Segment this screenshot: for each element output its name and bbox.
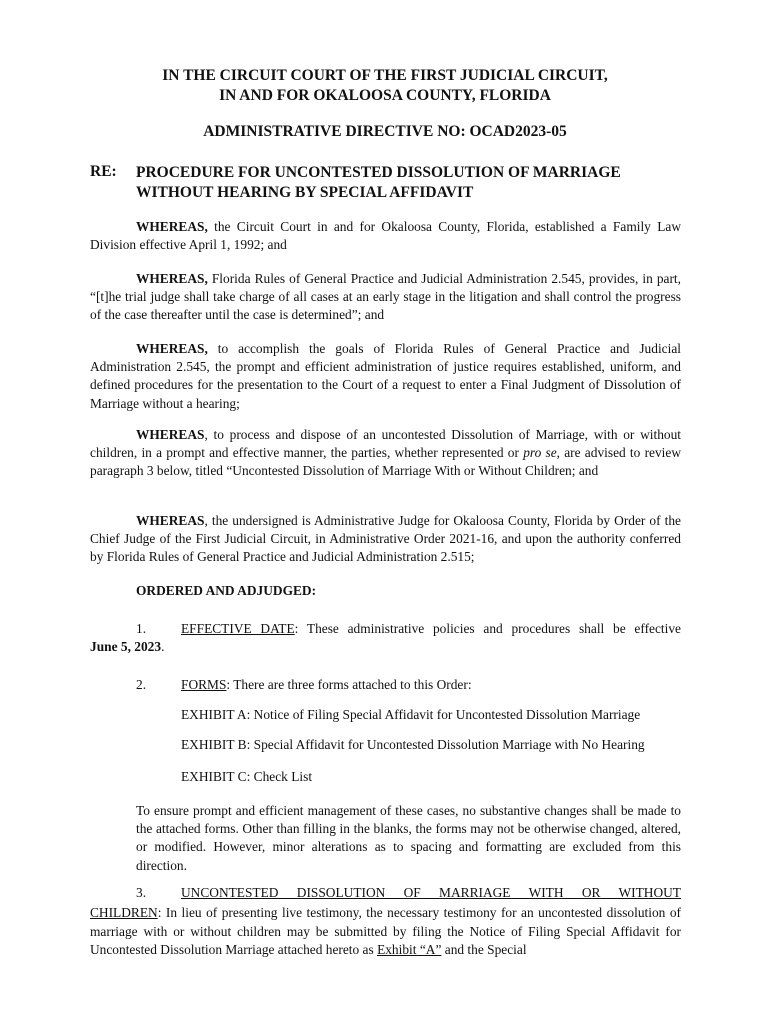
exhibit-a-item: EXHIBIT A: Notice of Filing Special Affidavit for Uncontested Dissolution Marriage — [181, 707, 641, 722]
whereas-text: Florida Rules of General Practice and Judicial Administration 2.545, provides, in part, “[t]he trial judge shall take charge of all cases at an early stage in the litigation and shall control the progress of the case thereafter until the case is determined”; and — [90, 271, 681, 323]
forms-note: To ensure prompt and efficient management of these cases, no substantive changes shall be made to the attached forms. Other than filling in the blanks, the forms may not be otherwise changed, altered, or modified. However, minor alterations as to spacing and formatting are excluded from this direction. — [136, 803, 681, 873]
item-3-tail: and the Special — [441, 942, 527, 958]
item-3-heading-a: UNCONTESTED DISSOLUTION OF MARRIAGE WITH OR WITHOUT — [181, 885, 681, 900]
exhibit-a-reference: Exhibit “A” — [377, 942, 442, 958]
item-2-number: 2. — [136, 677, 147, 692]
item-3-heading-line — [181, 884, 681, 902]
re-subject-line-1: PROCEDURE FOR UNCONTESTED DISSOLUTION OF MARRIAGE — [136, 164, 621, 181]
item-3-heading-b: CHILDREN — [90, 905, 158, 920]
whereas-paragraph — [90, 270, 681, 325]
item-2-line — [181, 676, 472, 694]
re-label: RE: — [90, 163, 117, 180]
item-3-number: 3. — [136, 885, 147, 900]
re-subject-line-2: WITHOUT HEARING BY SPECIAL AFFIDAVIT — [136, 184, 474, 201]
ordered-heading: ORDERED AND ADJUDGED: — [136, 583, 317, 598]
whereas-lead: WHEREAS — [136, 513, 205, 528]
effective-date: June 5, 2023 — [90, 639, 162, 654]
whereas-text: , to process and dispose of an uncontested Dissolution of Marriage, with or without children, in a prompt and effective manner, the parties, whether represented or — [90, 427, 681, 461]
item-2-text: : There are three forms attached to this Order: — [226, 677, 472, 692]
item-1-end: . — [161, 639, 165, 654]
court-name-line-1: IN THE CIRCUIT COURT OF THE FIRST JUDICIAL CIRCUIT, — [162, 67, 608, 84]
exhibit-c-item: EXHIBIT C: Check List — [181, 769, 313, 784]
whereas-paragraph — [90, 512, 681, 567]
item-1-line — [181, 620, 681, 638]
whereas-lead: WHEREAS, — [136, 219, 208, 234]
exhibit-b-item: EXHIBIT B: Special Affidavit for Uncontested Dissolution Marriage with No Hearing — [181, 737, 645, 752]
whereas-paragraph — [90, 218, 681, 254]
item-1-date-line — [90, 638, 164, 656]
whereas-text: to accomplish the goals of Florida Rules of General Practice and Judicial Administration 2.545, the prompt and efficient administration of justice requires established, uniform, and defined procedures for the presentation to the Court of a request to enter a Final Judgment of Dissolution of Marriage without a hearing; — [90, 341, 681, 411]
re-subject — [136, 163, 696, 203]
directive-number: ADMINISTRATIVE DIRECTIVE NO: OCAD2023-05 — [203, 123, 567, 140]
whereas-text: the Circuit Court in and for Okaloosa County, Florida, established a Family Law Division effective April 1, 1992; and — [90, 219, 681, 253]
pro-se-term: pro se — [523, 445, 557, 461]
whereas-paragraph — [90, 340, 681, 413]
court-name-line-2: IN AND FOR OKALOOSA COUNTY, FLORIDA — [219, 87, 551, 104]
item-1-text: : These administrative policies and procedures shall be effective — [294, 621, 681, 636]
whereas-text: , are advised to review paragraph 3 below, titled “Uncontested Dissolution of Marriage With or Without Children; and — [90, 445, 681, 479]
item-1-heading: EFFECTIVE DATE — [181, 621, 295, 636]
item-3-body — [90, 904, 681, 960]
item-2-heading: FORMS — [181, 677, 227, 692]
whereas-lead: WHEREAS — [136, 427, 205, 442]
item-1-number: 1. — [136, 621, 147, 636]
item-3-text: : In lieu of presenting live testimony, the necessary testimony for an uncontested dissolution of marriage with or without children may be submitted by filing the Notice of Filing Special Affidavit for Uncontested Dissolution Marriage attached hereto as — [90, 905, 681, 958]
whereas-paragraph — [90, 426, 681, 481]
whereas-lead: WHEREAS, — [136, 341, 208, 356]
whereas-lead: WHEREAS, — [136, 271, 208, 286]
whereas-text: , the undersigned is Administrative Judge for Okaloosa County, Florida by Order of the Chief Judge of the First Judicial Circuit, in Administrative Order 2021-16, and upon the authority conferred by Florida Rules of General Practice and Judicial Administration 2.515; — [90, 513, 681, 565]
